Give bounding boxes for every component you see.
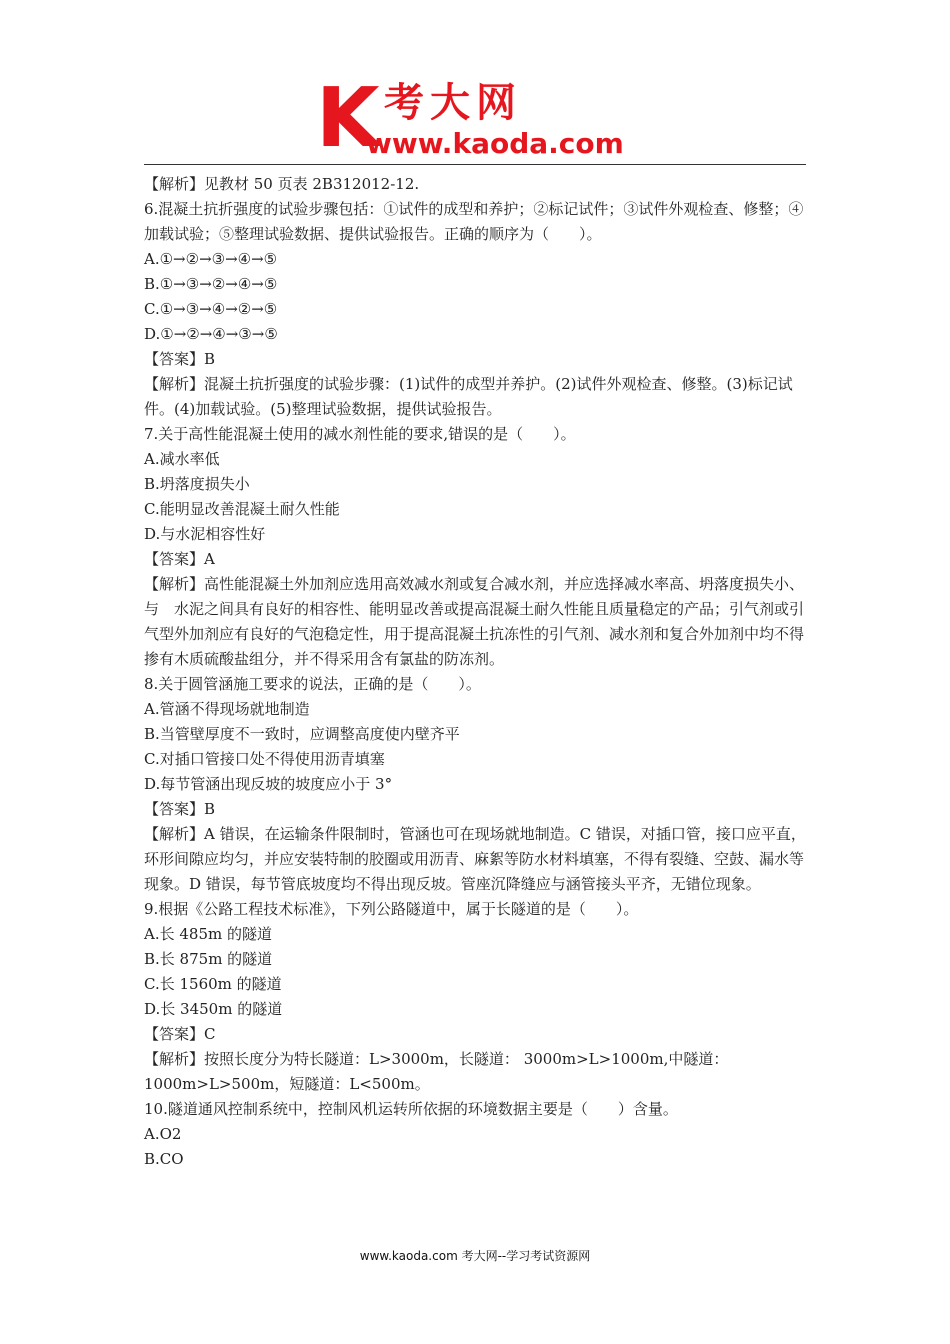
header-divider [144,164,806,165]
option-6d: D.①→②→④→③→⑤ [144,325,278,343]
option-6c: C.①→③→④→②→⑤ [144,300,278,318]
option-8b: B.当管壁厚度不一致时，应调整高度使内壁齐平 [144,725,460,743]
document-body [144,172,812,1172]
answer-9: 【答案】C [144,1025,216,1043]
explanation-6: 【解析】混凝土抗折强度的试验步骤：(1)试件的成型并养护。(2)试件外观检查、修整。(3)标记试件。(4)加载试验。(5)整理试验数据，提供试验报告。 [144,375,793,418]
option-6b: B.①→③→②→④→⑤ [144,275,278,293]
option-7d: D.与水泥相容性好 [144,525,266,543]
question-6: 6.混凝土抗折强度的试验步骤包括：①试件的成型和养护；②标记试件；③试件外观检查、修整；④加载试验；⑤整理试验数据、提供试验报告。正确的顺序为（ ）。 [144,200,804,243]
logo-url: www.kaoda.com [366,127,624,160]
answer-7: 【答案】A [144,550,215,568]
option-8d: D.每节管涵出现反坡的坡度应小于 3° [144,775,393,793]
option-10b: B.CO [144,1150,184,1168]
explanation-9: 【解析】按照长度分为特长隧道：L>3000m，长隧道： 3000m>L>1000m,中隧道：1000m>L>500m，短隧道：L<500m。 [144,1050,729,1093]
option-7c: C.能明显改善混凝土耐久性能 [144,500,340,518]
explanation-5: 【解析】见教材 50 页表 2B312012-12. [144,175,420,193]
option-6a: A.①→②→③→④→⑤ [144,250,278,268]
explanation-7: 【解析】高性能混凝土外加剂应选用高效减水剂或复合减水剂，并应选择减水率高、坍落度损失小、与 水泥之间具有良好的相容性、能明显改善或提高混凝土耐久性能且质量稳定的产品；引气剂或引气型外加剂应有良好的气泡稳定性，用于提高混凝土抗冻性的引气剂、减水剂和复合外加剂中均不得掺有木质硫酸盐组分，并不得采用含有氯盐的防冻剂。 [144,575,805,668]
option-9a: A.长 485m 的隧道 [144,925,272,943]
logo-letter: K [316,71,380,166]
option-7a: A.减水率低 [144,450,220,468]
logo-chinese-name: 考大网 [384,80,522,126]
explanation-8: 【解析】A 错误，在运输条件限制时，管涵也可在现场就地制造。C 错误，对插口管，接口应平直，环形间隙应均匀，并应安装特制的胶圈或用沥青、麻絮等防水材料填塞，不得有裂缝、空鼓、漏水等现象。D 错误，每节管底坡度均不得出现反坡。管座沉降缝应与涵管接头平齐，无错位现象。 [144,825,806,893]
option-10a: A.O2 [144,1125,182,1143]
page-footer: www.kaoda.com 考大网--学习考试资源网 [359,1249,591,1263]
option-8a: A.管涵不得现场就地制造 [144,700,310,718]
option-9d: D.长 3450m 的隧道 [144,1000,283,1018]
question-9: 9.根据《公路工程技术标准》，下列公路隧道中，属于长隧道的是（ ）。 [144,900,639,918]
option-9c: C.长 1560m 的隧道 [144,975,282,993]
option-8c: C.对插口管接口处不得使用沥青填塞 [144,750,385,768]
question-10: 10.隧道通风控制系统中，控制风机运转所依据的环境数据主要是（ ）含量。 [144,1100,678,1118]
answer-6: 【答案】B [144,350,216,368]
option-9b: B.长 875m 的隧道 [144,950,273,968]
question-8: 8.关于圆管涵施工要求的说法，正确的是（ ）。 [144,675,481,693]
answer-8: 【答案】B [144,800,216,818]
question-7: 7.关于高性能混凝土使用的减水剂性能的要求,错误的是（ ）。 [144,425,576,443]
kaoda-logo[interactable] [316,71,646,166]
option-7b: B.坍落度损失小 [144,475,250,493]
